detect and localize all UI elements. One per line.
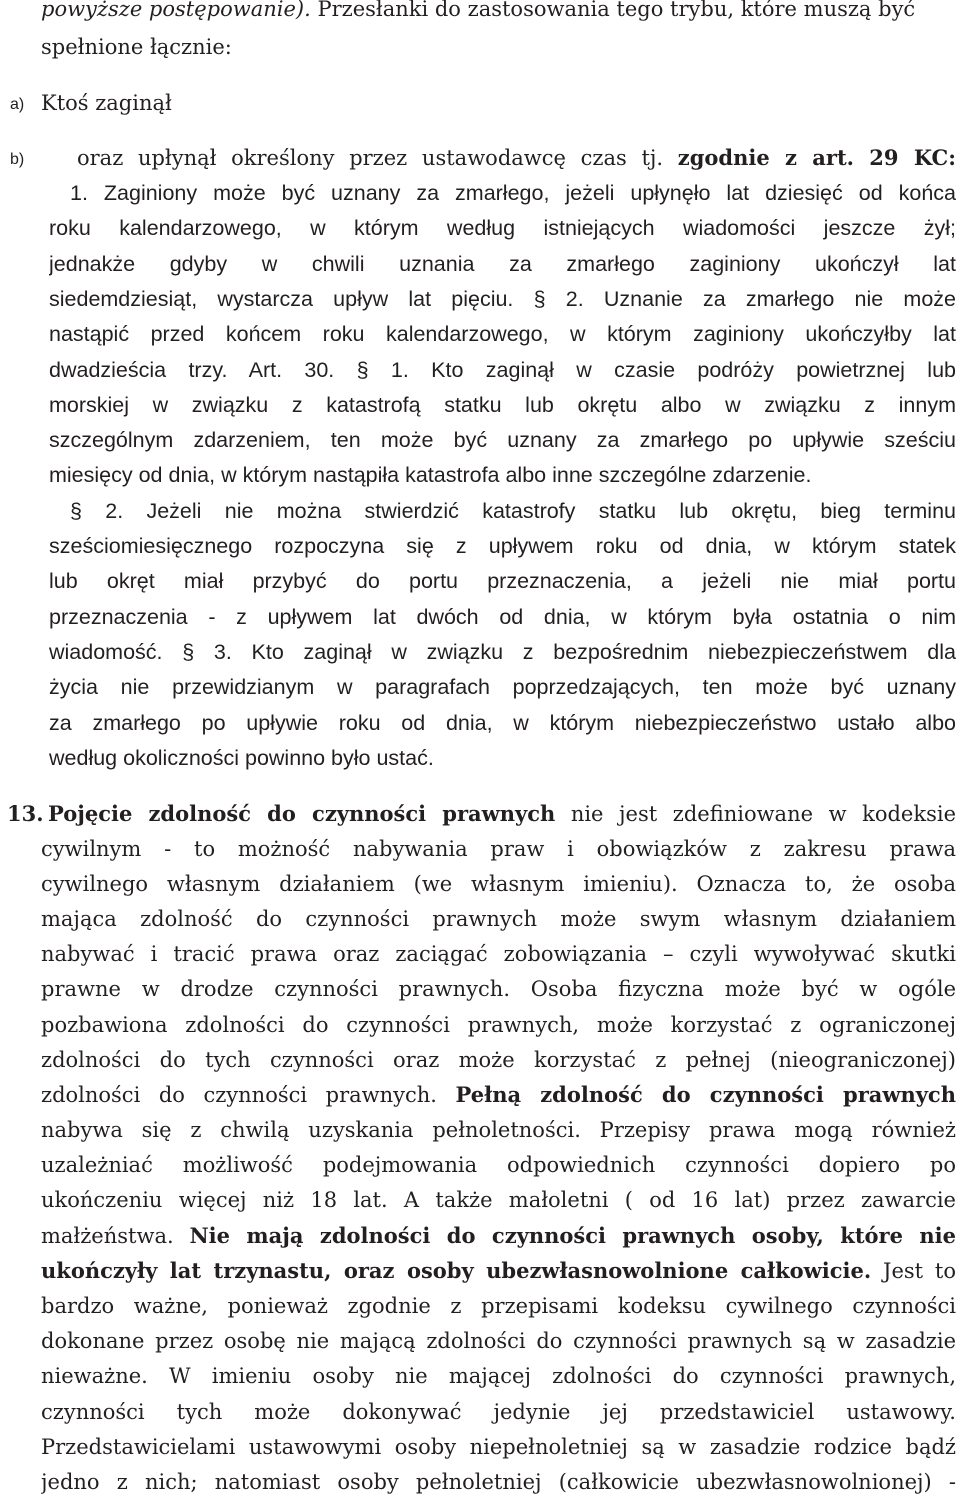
section-13-line-7: zdolności do tych czynności oraz może korzystać z pełnej (nieograniczonej) xyxy=(41,1047,956,1072)
section-13-line-c-3: nieważne. W imieniu osoby nie mającej zdolności do czynności prawnych, xyxy=(41,1364,956,1389)
section-13-line-2: cywilnego własnym działaniem (we własnym imieniu). Oznacza to, że osoba xyxy=(41,872,956,897)
list-item-b: oraz upłynął określony przez ustawodawcę czas tj. zgodnie z art. 29 KC: xyxy=(77,145,956,170)
art29-line-4: siedemdziesiąt, wystarcza upływ lat pięciu. § 2. Uznanie za zmarłego nie może xyxy=(49,286,956,311)
section-13-line-14: ukończyły lat trzynastu, oraz osoby ubezwłasnowolnione całkowicie. Jest to xyxy=(41,1258,956,1283)
list-item-a: Ktoś zaginął xyxy=(41,91,172,115)
section-13-line-c-2: dokonane przez osobę nie mającą zdolności do czynności prawnych są w zasadzie xyxy=(41,1329,956,1354)
art29-line-12: lub okręt miał przybyć do portu przeznaczenia, a jeżeli nie miał portu xyxy=(49,569,956,594)
art29-line-16: za zmarłego po upływie roku od dnia, w którym niebezpieczeństwo ustało albo xyxy=(49,710,956,735)
section-13-line-6: pozbawiona zdolności do czynności prawnych, może korzystać z ograniczonej xyxy=(41,1012,956,1037)
art29-line-7: morskiej w związku z katastrofą statku lub okrętu albo w związku z innym xyxy=(49,392,956,417)
section-13-line-c-1: bardzo ważne, ponieważ zgodnie z przepisami kodeksu cywilnego czynności xyxy=(41,1294,956,1318)
section-13-line-b-3: ukończeniu więcej niż 18 lat. A także małoletni ( od 16 lat) przez zawarcie xyxy=(41,1188,956,1213)
section-13-line-9: zdolności do czynności prawnych. Pełną zdolność do czynności prawnych xyxy=(41,1082,956,1107)
art29-line-14: wiadomość. § 3. Kto zaginął w związku z bezpośrednim niebezpieczeństwem dla xyxy=(49,639,956,664)
intro-line-1: powyższe postępowanie). Przesłanki do zastosowania tego trybu, które muszą być xyxy=(41,0,916,21)
art29-line-3: jednakże gdyby w chwili uznania za zmarłego zaginiony ukończył lat xyxy=(49,251,956,276)
art29-line-5: nastąpić przed końcem roku kalendarzowego, w którym zaginiony ukończyłby lat xyxy=(49,322,956,347)
section-13-line-c-5: Przedstawicielami ustawowymi osoby niepełnoletniej są w zasadzie rodzice bądź xyxy=(41,1434,956,1459)
intro-line-2: spełnione łącznie: xyxy=(41,35,232,59)
art29-line-2: roku kalendarzowego, w którym według istniejących wiadomości jeszcze żył; xyxy=(49,216,956,241)
section-13-line-4: nabywać i tracić prawa oraz zaciągać zobowiązania – czyli wywoływać skutki xyxy=(41,942,956,967)
section-13-line-3: mająca zdolność do czynności prawnych może swym własnym działaniem xyxy=(41,907,956,932)
section-13-line-1: Pojęcie zdolność do czynności prawnych nie jest zdefiniowane w kodeksie xyxy=(48,801,956,826)
art29-line-11: sześciomiesięcznego rozpoczyna się z upływem roku od dnia, w którym statek xyxy=(49,534,956,558)
art29-line-9: miesięcy od dnia, w którym nastąpiła katastrofa albo inne szczególne zdarzenie. xyxy=(49,463,812,488)
section-13-line-c-6: jedno z nich; natomiast osoby pełnoletniej (całkowicie ubezwłasnowolnionej) - xyxy=(41,1470,956,1494)
section-13-line-5: prawne w drodze czynności prawnych. Osoba fizyczna może być w ogóle xyxy=(41,977,956,1002)
section-13-line-b-2: uzależniać możliwość podejmowania odpowiednich czynności dopiero po xyxy=(41,1153,956,1178)
art29-line-6: dwadzieścia trzy. Art. 30. § 1. Kto zaginął w czasie podróży powietrznej lub xyxy=(49,357,956,382)
art29-line-15: życia nie przewidzianym w paragrafach poprzedzających, ten może być uznany xyxy=(49,675,956,700)
section-13-number: 13. xyxy=(7,801,44,826)
section-13-line-b-1: nabywa się z chwilą uzyskania pełnoletności. Przepisy prawa mogą również xyxy=(41,1118,956,1142)
section-13-line-13: małżeństwa. Nie mają zdolności do czynności prawnych osoby, które nie xyxy=(41,1223,956,1248)
art29-line-10: § 2. Jeżeli nie można stwierdzić katastrofy statku lub okrętu, bieg terminu xyxy=(70,498,956,523)
art29-line-1: 1. Zaginiony może być uznany za zmarłego, jeżeli upłynęło lat dziesięć od końca xyxy=(70,181,956,205)
list-label-b: b) xyxy=(10,151,25,168)
art29-line-13: przeznaczenia - z upływem lat dwóch od dnia, w którym była ostatnia o nim xyxy=(49,604,956,629)
list-label-a: a) xyxy=(10,96,25,113)
section-13-line-c-4: czynności tych może dokonywać jedynie jej przedstawiciel ustawowy. xyxy=(41,1399,956,1424)
art29-line-17: według okoliczności powinno było ustać. xyxy=(49,745,434,770)
art29-line-8: szczególnym zdarzeniem, ten może być uznany za zmarłego po upływie sześciu xyxy=(49,428,956,453)
section-13-line-1: cywilnym - to możność nabywania praw i obowiązków z zakresu prawa xyxy=(41,837,956,861)
